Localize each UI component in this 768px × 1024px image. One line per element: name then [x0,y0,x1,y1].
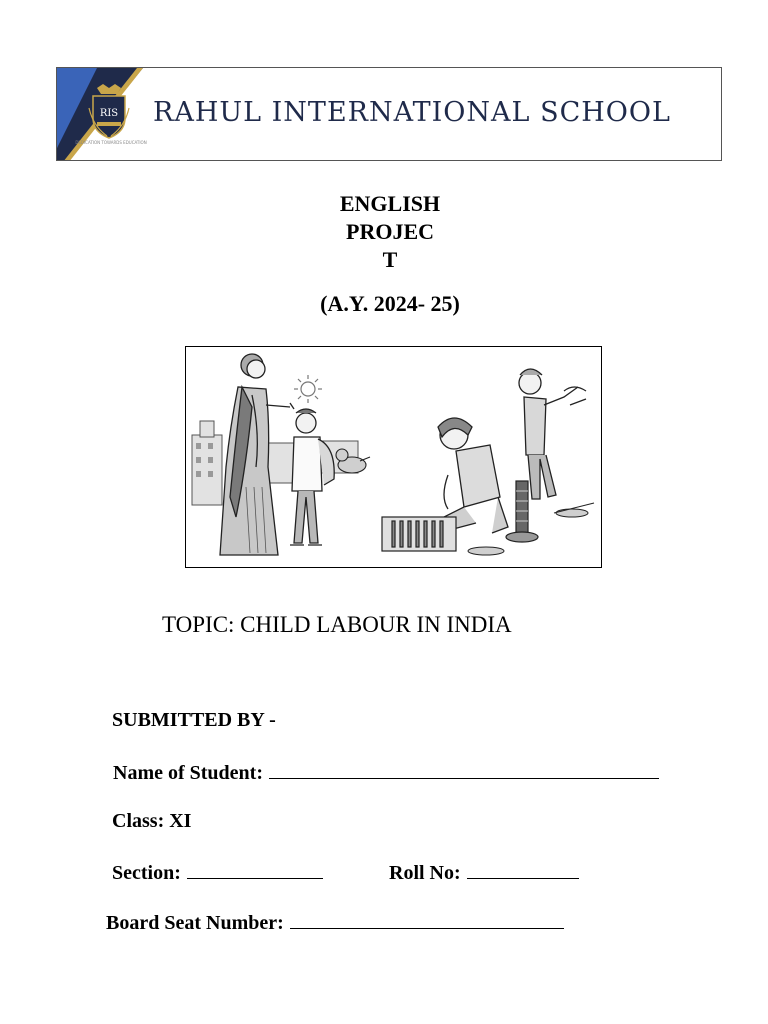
roll-label: Roll No: [389,862,461,884]
title-line-2: PROJEC [346,219,434,244]
roll-blank[interactable] [467,860,579,879]
project-topic: TOPIC: CHILD LABOUR IN INDIA [162,612,512,637]
section-label: Section: [112,862,181,884]
school-motto: DEDICATION TOWARDS EDUCATION [75,140,147,145]
board-seat-blank[interactable] [290,910,564,929]
crest-letters: RIS [99,108,119,119]
school-banner [56,67,722,161]
title-line-1: ENGLISH [339,191,441,216]
class-label: Class: XI [112,810,192,832]
student-name-row [113,760,659,785]
title-line-3: T [382,247,398,272]
board-seat-row [106,910,564,935]
school-crest-icon [87,82,131,142]
student-name-blank[interactable] [269,760,659,779]
board-seat-label: Board Seat Number: [106,912,284,934]
child-labour-illustration [185,346,602,568]
submitted-by-label: SUBMITTED BY - [112,709,276,731]
roll-row [389,860,579,885]
academic-year: (A.Y. 2024- 25) [320,291,460,316]
student-name-label: Name of Student: [113,762,263,784]
project-title [290,190,490,318]
child-labour-illustration-icon [186,347,601,567]
section-row [112,860,323,885]
section-blank[interactable] [187,860,323,879]
school-name: RAHUL INTERNATIONAL SCHOOL [153,97,671,128]
